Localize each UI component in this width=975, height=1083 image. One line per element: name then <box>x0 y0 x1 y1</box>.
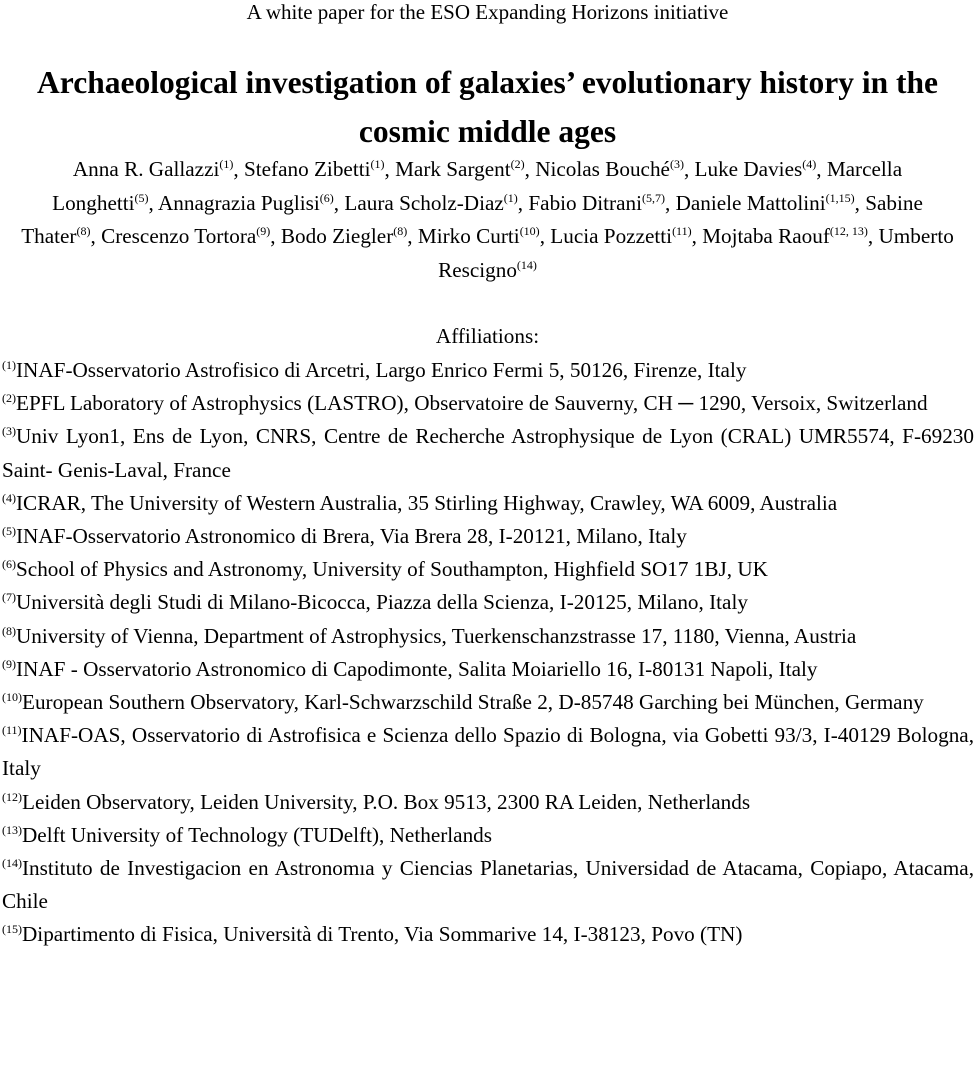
author-separator: , <box>148 190 158 215</box>
affiliation-text: Leiden Observatory, Leiden University, P.O. Box 9513, 2300 RA Leiden, Netherlands <box>22 789 751 814</box>
author-name: Daniele Mattolini <box>675 190 826 215</box>
affiliation-list <box>2 354 974 952</box>
affiliation-item <box>2 686 974 719</box>
author-separator: , <box>816 157 827 181</box>
affiliation-text: INAF-Osservatorio Astrofisico di Arcetri, Largo Enrico Fermi 5, 50126, Firenze, Italy <box>16 358 747 382</box>
affiliation-text: Delft University of Technology (TUDelft), Netherlands <box>22 822 493 847</box>
author-name: Crescenzo Tortora <box>101 224 257 249</box>
author-name: Laura Scholz-Diaz <box>344 190 504 215</box>
affiliations-heading: Affiliations: <box>435 324 540 348</box>
affiliation-number: (12) <box>2 789 22 804</box>
author-affiliation-ref: (6) <box>319 190 334 205</box>
author <box>695 157 827 181</box>
affiliation-item <box>2 487 974 520</box>
affiliation-text: INAF - Osservatorio Astronomico di Capodimonte, Salita Moiariello 16, I-80131 Napoli, Italy <box>16 656 818 681</box>
affiliation-number: (13) <box>2 822 22 837</box>
affiliation-item <box>2 520 974 553</box>
author-separator: , <box>407 224 418 249</box>
author <box>528 191 675 215</box>
author-name: Annagrazia Puglisi <box>157 190 320 215</box>
author-separator: , <box>90 224 102 249</box>
author-affiliation-ref: (5) <box>134 190 149 205</box>
affiliation-text: EPFL Laboratory of Astrophysics (LASTRO), Observatoire de Sauverny, CH ─ 1290, Versoix, Switzerland <box>16 391 928 416</box>
affiliation-item <box>2 653 974 686</box>
author-name: Mirko Curti <box>417 224 520 249</box>
author-affiliation-ref: (14) <box>516 258 537 273</box>
author-name: Anna R. Gallazzi <box>72 157 220 181</box>
affiliation-text: European Southern Observatory, Karl-Schwarzschild Straße 2, D-85748 Garching bei München, Germany <box>22 690 924 715</box>
author <box>550 224 702 248</box>
author <box>535 157 694 181</box>
author <box>702 224 878 248</box>
affiliation-item <box>2 387 974 420</box>
affiliation-item <box>2 819 974 852</box>
author-affiliation-ref: (4) <box>802 157 817 171</box>
author-affiliation-ref: (2) <box>510 157 525 171</box>
author <box>395 157 535 181</box>
author-separator: , <box>691 224 703 249</box>
affiliation-text: ICRAR, The University of Western Australia, 35 Stirling Highway, Crawley, WA 6009, Australia <box>16 490 838 515</box>
author-affiliation-ref: (1) <box>503 190 518 205</box>
author <box>344 191 528 215</box>
author-separator: , <box>683 157 695 181</box>
author-affiliation-ref: (1,15) <box>825 190 855 205</box>
author-name: Fabio Ditrani <box>528 190 642 215</box>
affiliation-number: (11) <box>2 723 22 738</box>
author-name: Mojtaba Raouf <box>702 224 830 249</box>
author <box>101 224 281 248</box>
author-separator: , <box>867 224 879 249</box>
author-name: Lucia Pozzetti <box>550 224 673 249</box>
author-affiliation-ref: (3) <box>669 157 684 171</box>
affiliation-text: INAF-OAS, Osservatorio di Astrofisica e Scienza dello Spazio di Bologna, via Gobetti 93/3, I-40129 Bologna, Italy <box>2 723 974 781</box>
affiliation-number: (8) <box>2 623 16 638</box>
author-separator: , <box>384 157 396 181</box>
affiliation-item <box>2 786 974 819</box>
author-separator: , <box>664 190 676 215</box>
affiliation-item <box>2 420 974 486</box>
affiliation-text: INAF-Osservatorio Astronomico di Brera, Via Brera 28, I-20121, Milano, Italy <box>16 524 687 549</box>
affiliation-text: Instituto de Investigacion en Astronomıa y Ciencias Planetarias, Universidad de Atacama, Copiapo, Atacama, Chile <box>2 856 974 914</box>
author-name: Marcella Longhetti <box>52 157 903 215</box>
author <box>281 224 418 248</box>
author <box>244 157 395 181</box>
author-affiliation-ref: (5,7) <box>641 190 665 205</box>
author-separator: , <box>539 224 551 249</box>
affiliation-number: (5) <box>2 524 16 539</box>
author-name: Luke Davies <box>694 157 803 181</box>
author <box>676 191 866 215</box>
initiative-header: A white paper for the ESO Expanding Horizons initiative <box>246 0 729 24</box>
author-separator: , <box>854 190 866 215</box>
author-affiliation-ref: (1) <box>370 157 385 171</box>
author-affiliation-ref: (1) <box>219 157 234 171</box>
author-list <box>20 153 955 288</box>
author-separator: , <box>517 190 529 215</box>
affiliation-item <box>2 620 974 653</box>
affiliation-number: (10) <box>2 690 22 705</box>
affiliation-number: (15) <box>2 922 22 937</box>
affiliation-number: (7) <box>2 590 16 605</box>
affiliation-item <box>2 852 974 918</box>
author-name: Mark Sargent <box>395 157 511 181</box>
author-affiliation-ref: (10) <box>519 224 540 239</box>
author-affiliation-ref: (11) <box>672 224 692 239</box>
affiliation-item <box>2 586 974 619</box>
affiliation-item <box>2 553 974 586</box>
affiliation-text: School of Physics and Astronomy, University of Southampton, Highfield SO17 1BJ, UK <box>16 557 768 582</box>
author-separator: , <box>333 190 345 215</box>
author <box>158 191 344 215</box>
author-name: Stefano Zibetti <box>243 157 371 181</box>
author-affiliation-ref: (8) <box>393 224 408 239</box>
author-affiliation-ref: (12, 13) <box>829 224 868 239</box>
author-name: Sabine Thater <box>21 190 923 249</box>
author-affiliation-ref: (9) <box>256 224 271 239</box>
affiliation-text: Università degli Studi di Milano-Bicocca, Piazza della Scienza, I-20125, Milano, Italy <box>16 590 748 615</box>
affiliation-number: (9) <box>2 656 16 671</box>
author-name: Nicolas Bouché <box>535 157 670 181</box>
affiliation-text: Dipartimento di Fisica, Università di Trento, Via Sommarive 14, I-38123, Povo (TN) <box>22 922 743 947</box>
affiliation-item <box>2 719 974 785</box>
affiliation-text: Univ Lyon1, Ens de Lyon, CNRS, Centre de Recherche Astrophysique de Lyon (CRAL) UMR5574, F-69230 Saint- Genis-Laval, France <box>2 424 974 482</box>
affiliation-item <box>2 918 974 951</box>
author <box>418 224 550 248</box>
author-name: Umberto Rescigno <box>438 224 954 283</box>
affiliation-item <box>2 354 974 387</box>
affiliation-text: University of Vienna, Department of Astrophysics, Tuerkenschanzstrasse 17, 1180, Vienna, Austria <box>16 623 857 648</box>
author-separator: , <box>233 157 244 181</box>
author-separator: , <box>524 157 536 181</box>
affiliation-number: (4) <box>2 490 16 505</box>
author-name: Bodo Ziegler <box>280 224 394 249</box>
author-separator: , <box>270 224 281 249</box>
affiliation-number: (2) <box>2 391 16 406</box>
affiliation-number: (6) <box>2 557 16 572</box>
paper-title: Archaeological investigation of galaxies’ evolutionary history in the cosmic middle ages <box>37 65 938 149</box>
affiliation-number: (3) <box>2 424 16 439</box>
affiliation-number: (1) <box>2 358 16 372</box>
author-affiliation-ref: (8) <box>76 224 91 239</box>
author <box>73 157 244 181</box>
affiliation-number: (14) <box>2 856 22 871</box>
